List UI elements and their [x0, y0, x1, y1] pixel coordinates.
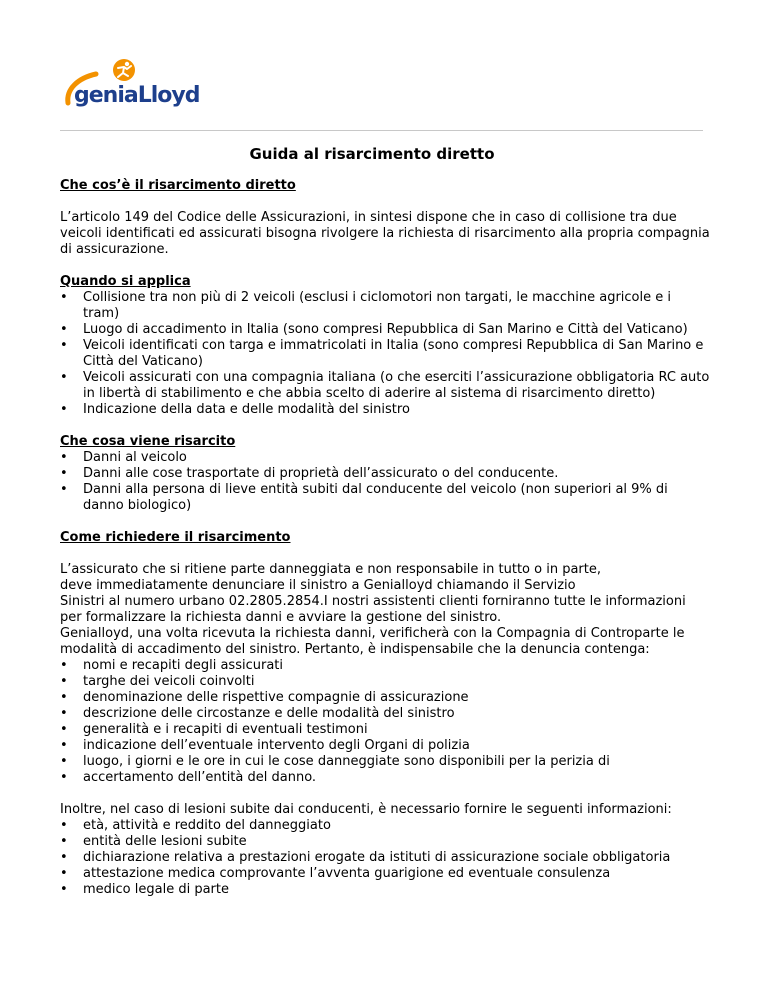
- list-item: • luogo, i giorni e le ore in cui le cose danneggiate sono disponibili per la perizia di: [60, 754, 710, 770]
- section-heading-what-is-compensated: Che cosa viene risarcito: [60, 434, 236, 449]
- when-applies-list: [60, 290, 710, 418]
- document-title: Guida al risarcimento diretto: [249, 145, 495, 163]
- list-item: • Luogo di accadimento in Italia (sono compresi Repubblica di San Marino e Città del Vaticano): [60, 322, 710, 338]
- injury-info-list: [60, 818, 710, 898]
- list-item: • nomi e recapiti degli assicurati: [60, 658, 710, 674]
- list-item: • Danni al veicolo: [60, 450, 710, 466]
- section-heading-what-is: Che cos’è il risarcimento diretto: [60, 178, 296, 193]
- section-heading-when-applies: Quando si applica: [60, 274, 191, 289]
- request-paragraph-line: Genialloyd, una volta ricevuta la richiesta danni, verificherà con la Compagnia di Controparte le modalità di accadimento del sinistro. Pertanto, è indispensabile che la denuncia contenga:: [60, 626, 685, 657]
- list-item: • Collisione tra non più di 2 veicoli (esclusi i ciclomotori non targati, le macchine agricole e i tram): [60, 290, 710, 322]
- list-item: • accertamento dell’entità del danno.: [60, 770, 710, 786]
- list-item: • Veicoli identificati con targa e immatricolati in Italia (sono compresi Repubblica di San Marino e Città del Vaticano): [60, 338, 710, 370]
- genialloyd-logo: [60, 58, 200, 114]
- list-item: • Danni alla persona di lieve entità subiti dal conducente del veicolo (non superiori al 9% di danno biologico): [60, 482, 710, 514]
- list-item: • targhe dei veicoli coinvolti: [60, 674, 710, 690]
- request-paragraph-line: Sinistri al numero urbano 02.2805.2854.I nostri assistenti clienti forniranno tutte le informazioni per formalizzare la richiesta danni e avviare la gestione del sinistro.: [60, 594, 686, 625]
- compensated-list: [60, 450, 710, 514]
- list-item: • entità delle lesioni subite: [60, 834, 710, 850]
- section-heading-how-to-request: Come richiedere il risarcimento: [60, 530, 291, 545]
- list-item: • generalità e i recapiti di eventuali testimoni: [60, 722, 710, 738]
- list-item: • denominazione delle rispettive compagnie di assicurazione: [60, 690, 710, 706]
- request-paragraph-line: L’assicurato che si ritiene parte danneggiata e non responsabile in tutto o in parte,: [60, 562, 601, 577]
- list-item: • Danni alle cose trasportate di proprietà dell’assicurato o del conducente.: [60, 466, 710, 482]
- document-body: [60, 146, 710, 898]
- injury-info-paragraph: Inoltre, nel caso di lesioni subite dai conducenti, è necessario fornire le seguenti informazioni:: [60, 802, 672, 817]
- list-item: • dichiarazione relativa a prestazioni erogate da istituti di assicurazione sociale obbligatoria: [60, 850, 710, 866]
- list-item: • età, attività e reddito del danneggiato: [60, 818, 710, 834]
- list-item: • Veicoli assicurati con una compagnia italiana (o che eserciti l’assicurazione obbligatoria RC auto in libertà di stabilimento e che abbia scelto di aderire al sistema di risarcimento diretto): [60, 370, 710, 402]
- list-item: • indicazione dell’eventuale intervento degli Organi di polizia: [60, 738, 710, 754]
- claim-contents-list: [60, 658, 710, 786]
- list-item: • attestazione medica comprovante l’avventa guarigione ed eventuale consulenza: [60, 866, 710, 882]
- request-paragraph-line: deve immediatamente denunciare il sinistro a Genialloyd chiamando il Servizio: [60, 578, 576, 593]
- list-item: • descrizione delle circostanze e delle modalità del sinistro: [60, 706, 710, 722]
- logo-wordmark: geniaLloyd: [74, 83, 200, 108]
- header-divider: [60, 130, 703, 131]
- section-what-is-paragraph: L’articolo 149 del Codice delle Assicurazioni, in sintesi dispone che in caso di collisione tra due veicoli identificati ed assicurati bisogna rivolgere la richiesta di risarcimento alla propria compagnia di assicurazione.: [60, 210, 710, 257]
- list-item: • Indicazione della data e delle modalità del sinistro: [60, 402, 710, 418]
- list-item: • medico legale di parte: [60, 882, 710, 898]
